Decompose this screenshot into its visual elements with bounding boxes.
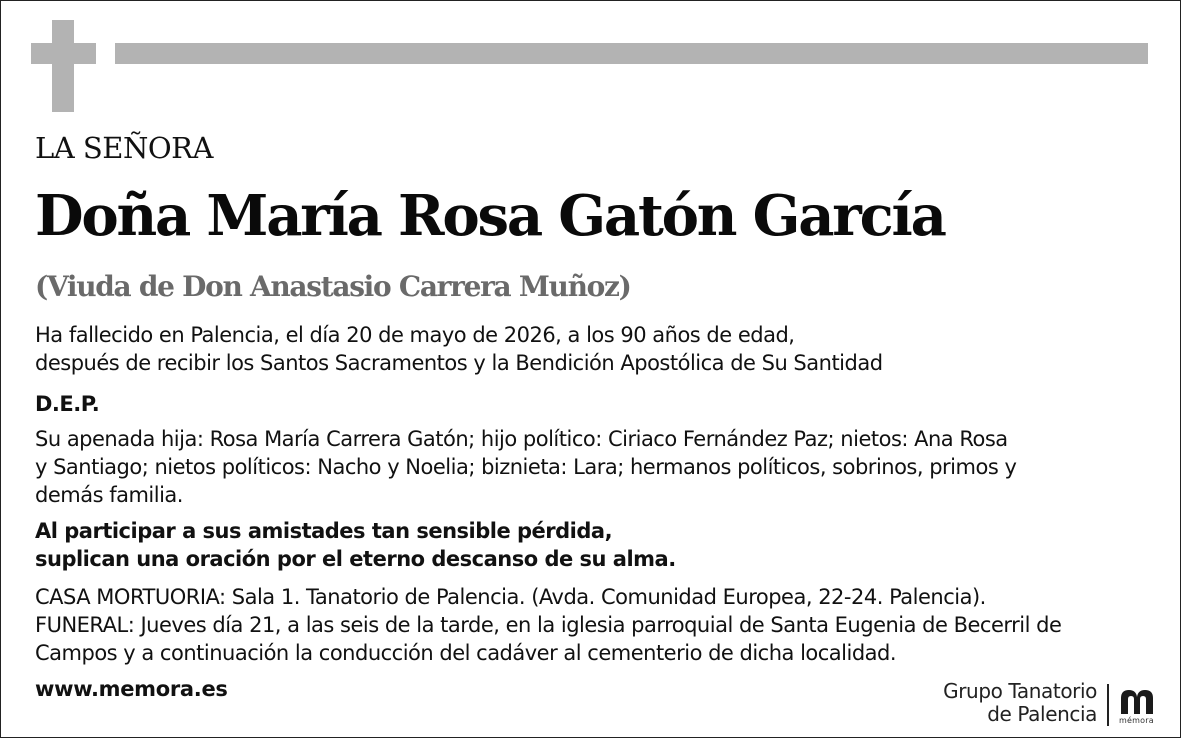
family-list [35,425,1016,509]
prayer-request [35,517,676,573]
group-line: Grupo Tanatorio [943,679,1097,703]
dep-label: D.E.P. [35,392,100,416]
cross-horizontal [31,43,96,64]
family-line: demás familia. [35,483,183,507]
logo-label: mémora [1119,716,1154,725]
death-line: después de recibir los Santos Sacramentos y la Bendición Apostólica de Su Santidad [35,351,883,375]
death-announcement [35,321,883,377]
info-line: CASA MORTUORIA: Sala 1. Tanatorio de Palencia. (Avda. Comunidad Europea, 22-24. Palencia). [35,585,986,609]
request-line: suplican una oración por el eterno descanso de su alma. [35,547,676,571]
logo-divider [1107,684,1109,726]
deceased-name: Doña María Rosa Gatón García [35,183,945,249]
request-line: Al participar a sus amistades tan sensible pérdida, [35,519,613,543]
group-line: de Palencia [987,702,1097,726]
family-line: Su apenada hija: Rosa María Carrera Gatón; hijo político: Ciriaco Fernández Paz; nietos: Ana Rosa [35,427,1008,451]
info-line: FUNERAL: Jueves día 21, a las seis de la tarde, en la iglesia parroquial de Santa Eugenia de Becerril de [35,613,1062,637]
website-link[interactable]: www.memora.es [35,677,228,701]
notice-prefix: LA SEÑORA [35,131,213,165]
header-rule [115,43,1148,64]
family-line: y Santiago; nietos políticos: Nacho y Noelia; biznieta: Lara; hermanos políticos, sobrinos, primos y [35,455,1017,479]
widow-of: (Viuda de Don Anastasio Carrera Muñoz) [35,270,631,303]
funeral-home-name [943,680,1097,726]
cross-vertical [52,20,74,112]
death-line: Ha fallecido en Palencia, el día 20 de mayo de 2026, a los 90 años de edad, [35,323,795,347]
info-line: Campos y a continuación la conducción del cadáver al cementerio de dicha localidad. [35,641,897,665]
funeral-info [35,583,1061,667]
